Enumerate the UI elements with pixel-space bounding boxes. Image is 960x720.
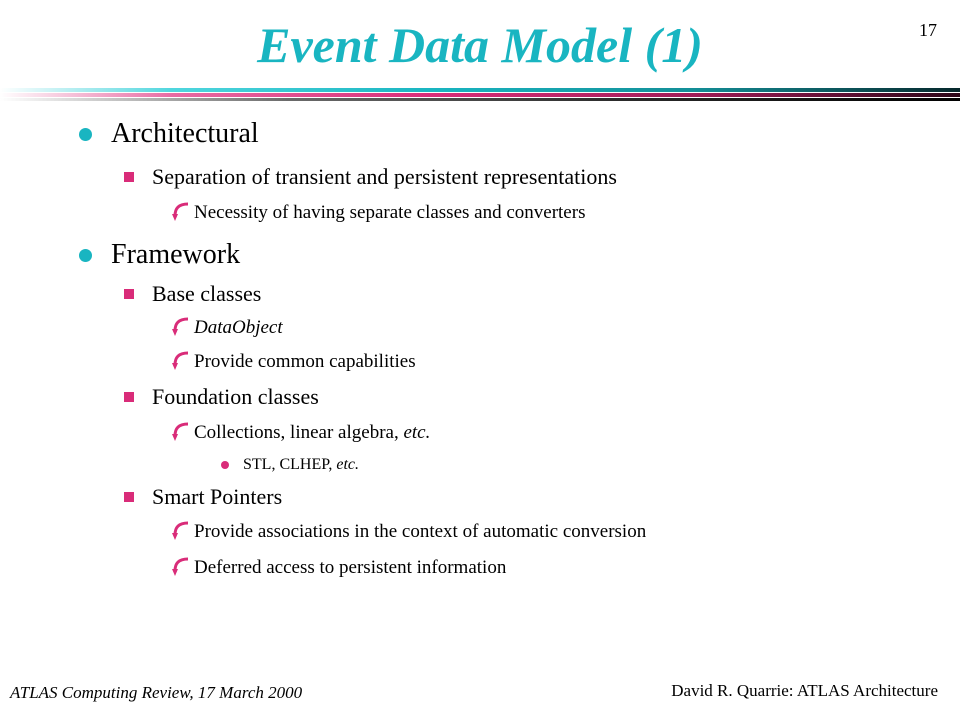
divider-line-magenta [0,93,960,97]
list-item-text: Base classes [152,281,262,306]
curved-arrow-icon [172,316,192,338]
divider-line-teal [0,88,960,92]
sub-list-item-text: DataObject [194,317,283,338]
curved-arrow-icon [172,520,192,542]
curved-arrow-icon [172,421,192,443]
page-number: 17 [919,20,937,40]
footer-event: ATLAS Computing Review, 17 March 2000 [10,683,303,702]
sub-list-item-text [194,421,430,445]
small-bullet-icon [221,461,229,469]
section-heading: Architectural [111,118,259,149]
footer-author: David R. Quarrie: ATLAS Architecture [671,681,938,700]
list-item-text: Smart Pointers [152,484,283,509]
square-bullet-icon [124,492,134,502]
sub-list-item-italic: etc. [403,422,431,443]
teal-bullet-icon [79,128,92,141]
sub-list-item-main: Collections, linear algebra, [194,422,404,443]
curved-arrow-icon [172,201,192,223]
square-bullet-icon [124,392,134,402]
list-item-text: Separation of transient and persistent representations [152,164,617,189]
sub-list-item-text: Provide common capabilities [194,351,416,372]
sub-list-item-text: Deferred access to persistent information [194,557,507,578]
sub-list-item-text: Provide associations in the context of automatic conversion [194,521,647,542]
slide-title: Event Data Model (1) [257,17,703,73]
nested-list-item-main: STL, CLHEP, [243,456,337,473]
sub-list-item-text: Necessity of having separate classes and converters [194,202,586,223]
list-item-text: Foundation classes [152,384,319,409]
curved-arrow-icon [172,556,192,578]
divider-line-black [0,98,960,101]
teal-bullet-icon [79,249,92,262]
section-heading: Framework [111,239,241,270]
square-bullet-icon [124,289,134,299]
nested-list-item-text [243,455,359,475]
title-divider [0,88,960,104]
square-bullet-icon [124,172,134,182]
nested-list-item-italic: etc. [336,456,359,473]
curved-arrow-icon [172,350,192,372]
